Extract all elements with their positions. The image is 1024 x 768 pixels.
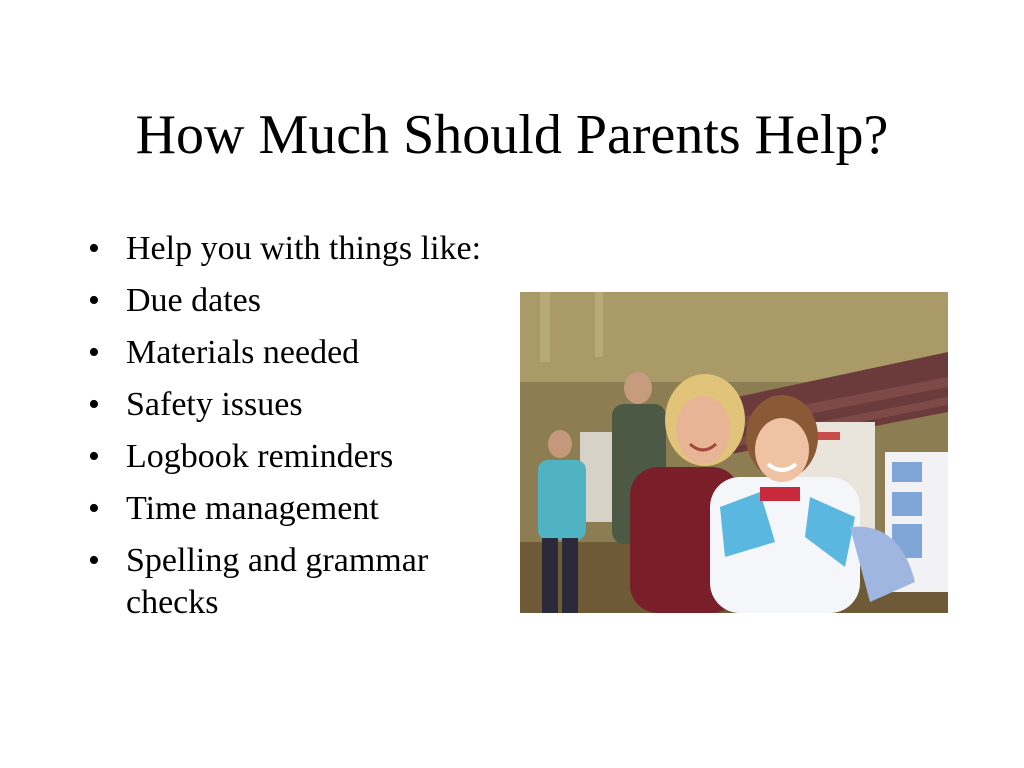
photo-person-legs	[542, 538, 558, 613]
bullet-item	[86, 228, 496, 270]
bullet-dot: •	[88, 282, 100, 319]
bullet-text: Time management	[126, 490, 379, 527]
bullet-text: Spelling and grammar checks	[126, 542, 429, 621]
bullet-item	[86, 540, 496, 624]
bullet-list	[86, 228, 496, 634]
bullet-dot: •	[88, 386, 100, 423]
photo-person-head	[548, 430, 572, 458]
bullet-dot: •	[88, 542, 100, 579]
photo-person-legs	[562, 538, 578, 613]
bullet-dot: •	[88, 334, 100, 371]
photo-illustration	[520, 292, 948, 613]
bullet-item	[86, 436, 496, 478]
bullet-text: Help you with things like:	[126, 230, 482, 267]
bullet-dot: •	[88, 438, 100, 475]
slide-title: How Much Should Parents Help?	[135, 104, 889, 166]
photo-pillar	[595, 292, 603, 357]
bullet-item	[86, 332, 496, 374]
bullet-item	[86, 488, 496, 530]
bullet-text: Safety issues	[126, 386, 303, 423]
bullet-text: Due dates	[126, 282, 262, 319]
bullet-item	[86, 280, 496, 322]
bullet-dot: •	[88, 490, 100, 527]
photo-board-panel	[892, 462, 922, 482]
bullet-item	[86, 384, 496, 426]
photo-jacket-collar	[760, 487, 800, 501]
photo-parent-and-daughter-icon	[520, 292, 948, 613]
photo-daughter-face	[755, 418, 809, 482]
photo-mother-face	[676, 396, 730, 464]
photo-pillar	[540, 292, 550, 362]
bullet-text: Logbook reminders	[126, 438, 394, 475]
photo-board-panel	[892, 492, 922, 516]
photo-person-teal-jacket	[538, 460, 586, 540]
bullet-dot: •	[88, 230, 100, 267]
bullet-text: Materials needed	[126, 334, 360, 371]
photo-person-head	[624, 372, 652, 404]
